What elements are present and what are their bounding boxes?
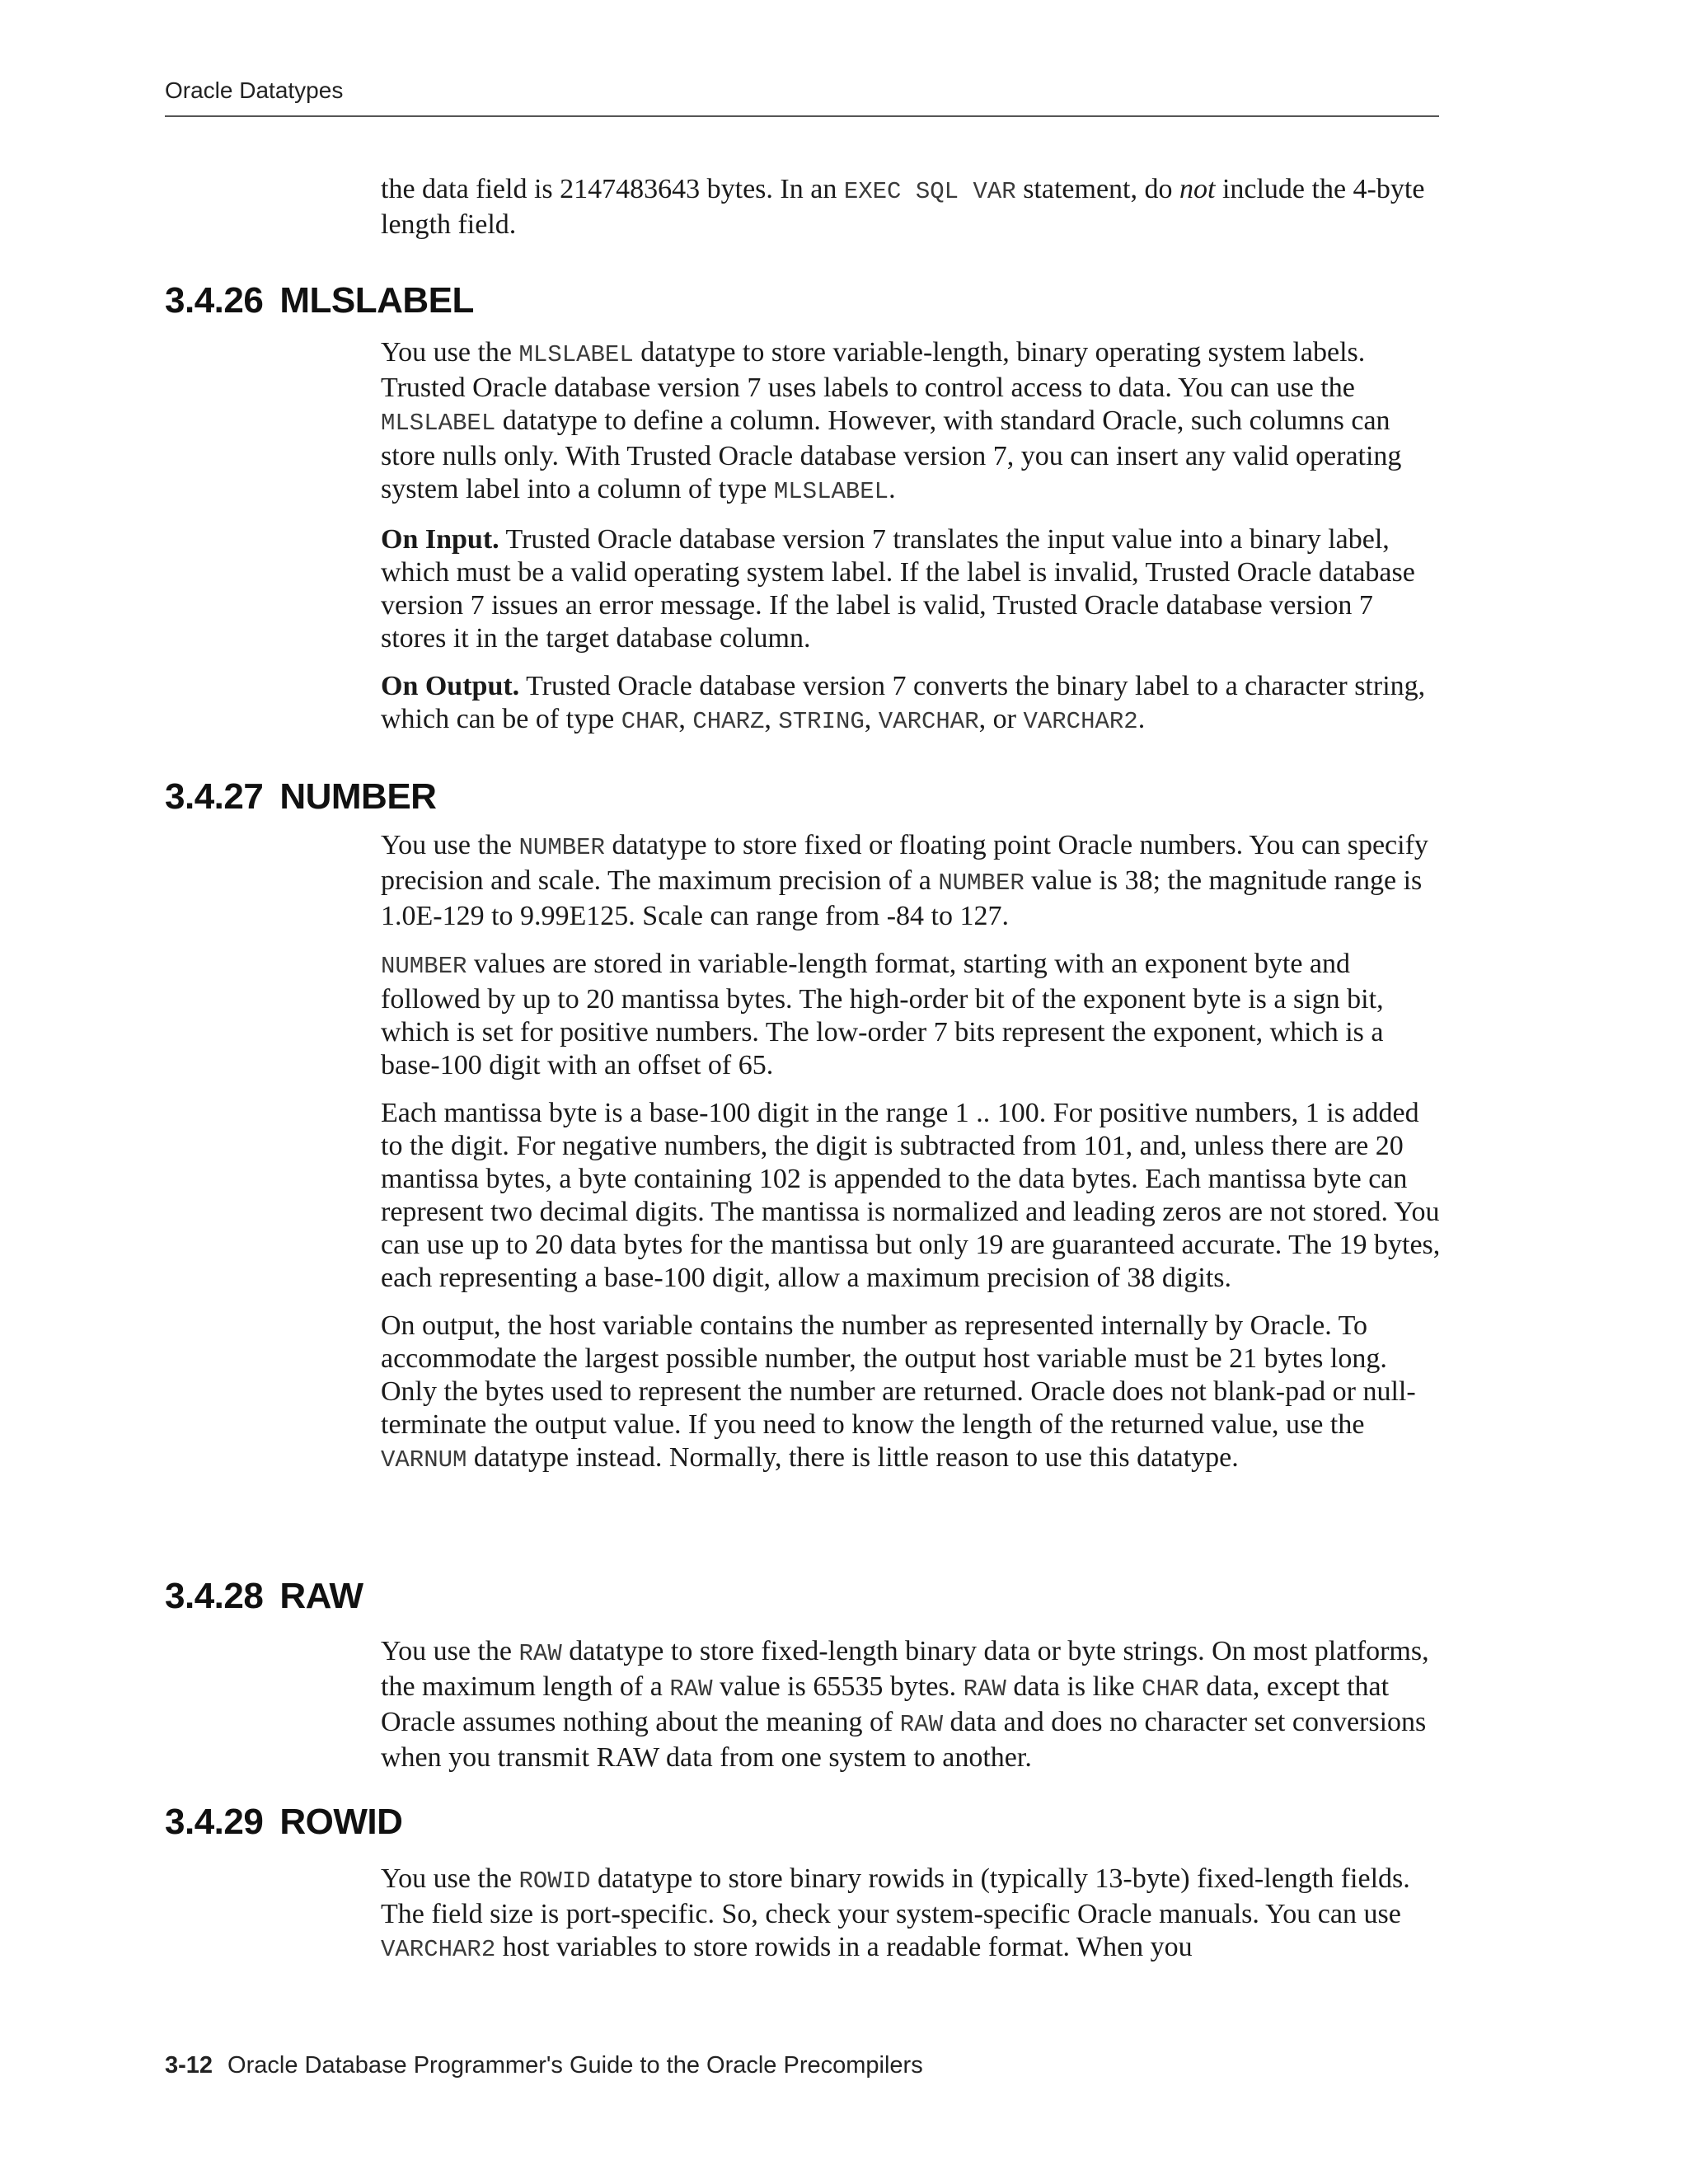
mlslabel-paragraph-output: On Output. Trusted Oracle database version 7 converts the binary label to a character string, which can be of type CHAR, CHARZ, STRING, VARCHAR, or VARCHAR2. [381,671,1426,735]
page-footer [165,2052,923,2079]
running-header: Oracle Datatypes [165,77,344,103]
number-section [381,829,1444,1477]
section-heading-mlslabel: 3.4.26 MLSLABEL [165,280,474,321]
book-title: Oracle Database Programmer's Guide to the Oracle Precompilers [227,2052,923,2079]
mlslabel-section [381,336,1444,738]
rowid-paragraph-1: You use the ROWID datatype to store binary rowids in (typically 13-byte) fixed-length fields. The field size is port-specific. So, check your system-specific Oracle manuals. You can use VARCHAR2 host variables to store rowids in a readable format. When you [381,1863,1410,1963]
page-number: 3-12 [165,2052,213,2079]
number-paragraph-1: You use the NUMBER datatype to store fixed or floating point Oracle numbers. You can specify precision and scale. The maximum precision of a NUMBER value is 38; the magnitude range is 1.0E-129 to 9.99E125. Scale can range from -84 to 127. [381,830,1428,931]
section-heading-rowid: 3.4.29 ROWID [165,1802,403,1842]
intro-section [381,173,1444,241]
section-heading-raw: 3.4.28 RAW [165,1576,363,1616]
intro-paragraph: the data field is 2147483643 bytes. In an EXEC SQL VAR statement, do not include the 4-byte length field. [381,174,1425,240]
section-heading-number: 3.4.27 NUMBER [165,776,437,817]
number-paragraph-2: NUMBER values are stored in variable-length format, starting with an exponent byte and followed by up to 20 mantissa bytes. The high-order bit of the exponent byte is a sign bit, which is set for positive numbers. The low-order 7 bits represent the exponent, which is a base-100 digit with an offset of 65. [381,949,1384,1080]
mlslabel-paragraph-1: You use the MLSLABEL datatype to store variable-length, binary operating system labels. Trusted Oracle database version 7 uses labels to control access to data. You can use the MLSLABEL datatype to define a column. However, with standard Oracle, such columns can store nulls only. With Trusted Oracle database version 7, you can insert any valid operating system label into a column of type MLSLABEL. [381,337,1402,505]
number-paragraph-4: On output, the host variable contains the number as represented internally by Oracle. To accommodate the largest possible number, the output host variable must be 21 bytes long. Only the bytes used to represent the number are returned. Oracle does not blank-pad or null-terminate the output value. If you need to know the length of the returned value, use the VARNUM datatype instead. Normally, there is little reason to use this datatype. [381,1310,1416,1474]
raw-paragraph-1: You use the RAW datatype to store fixed-length binary data or byte strings. On most platforms, the maximum length of a RAW value is 65535 bytes. RAW data is like CHAR data, except that Oracle assumes nothing about the meaning of RAW data and does no character set conversions when you transmit RAW data from one system to another. [381,1636,1429,1773]
raw-section [381,1635,1444,1774]
number-paragraph-3: Each mantissa byte is a base-100 digit in the range 1 .. 100. For positive numbers, 1 is added to the digit. For negative numbers, the digit is subtracted from 101, and, unless there are 20 mantissa bytes, a byte containing 102 is appended to the data bytes. Each mantissa byte can represent two decimal digits. The mantissa is normalized and leading zeros are not stored. You can use up to 20 data bytes for the mantissa but only 19 are guaranteed accurate. The 19 bytes, each representing a base-100 digit, allow a maximum precision of 38 digits. [381,1098,1441,1293]
mlslabel-paragraph-input: On Input. Trusted Oracle database version 7 translates the input value into a binary label, which must be a valid operating system label. If the label is invalid, Trusted Oracle database version 7 issues an error message. If the label is valid, Trusted Oracle database version 7 stores it in the target database column. [381,524,1415,654]
rowid-section [381,1863,1444,1966]
header-rule [165,115,1439,117]
